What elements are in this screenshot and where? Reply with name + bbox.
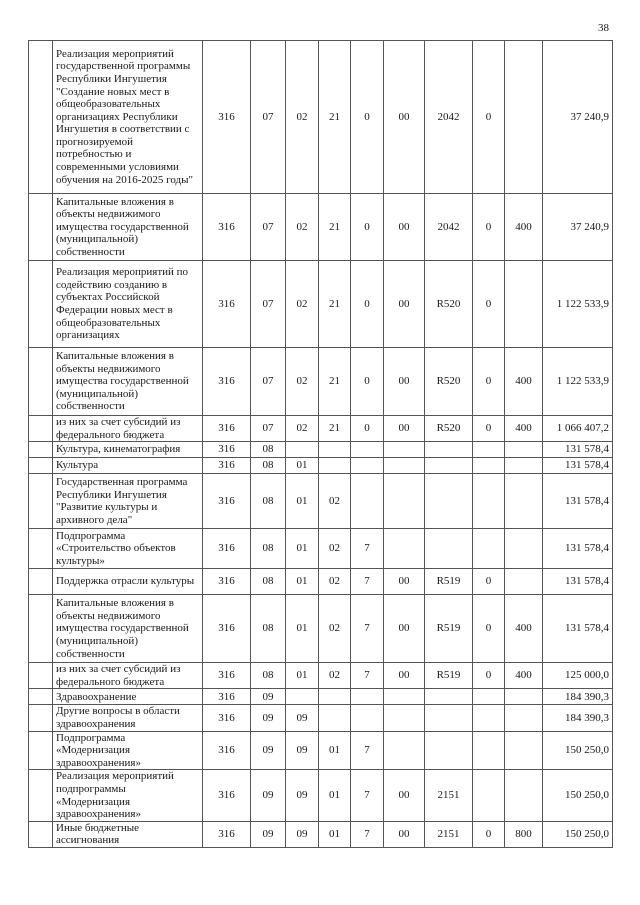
row-code-c4: 02: [319, 529, 351, 569]
row-code-c1: 316: [203, 705, 251, 731]
row-name: Капитальные вложения в объекты недвижимого имущества государственной (муниципальной) собственности: [53, 194, 203, 261]
row-code-c8: 0: [473, 595, 505, 663]
row-code-c2: 08: [251, 442, 286, 458]
row-margin-cell: [29, 41, 53, 194]
row-code-c3: 01: [286, 569, 319, 595]
row-code-c4: [319, 689, 351, 705]
row-code-c5: 0: [351, 261, 384, 348]
row-code-c2: 08: [251, 663, 286, 689]
row-code-c3: 02: [286, 261, 319, 348]
row-code-c7: [425, 529, 473, 569]
table-row: [29, 348, 613, 416]
row-amount: 131 578,4: [543, 442, 613, 458]
row-code-c6: [384, 705, 425, 731]
row-code-c4: 21: [319, 416, 351, 442]
row-margin-cell: [29, 458, 53, 474]
row-code-c1: 316: [203, 261, 251, 348]
row-code-c7: [425, 474, 473, 529]
row-code-c2: 09: [251, 705, 286, 731]
row-amount: 131 578,4: [543, 529, 613, 569]
row-amount: 150 250,0: [543, 770, 613, 821]
table-row: [29, 569, 613, 595]
row-code-c8: [473, 442, 505, 458]
row-code-c4: [319, 458, 351, 474]
row-code-c6: 00: [384, 194, 425, 261]
row-code-c9: [505, 458, 543, 474]
row-code-c9: [505, 442, 543, 458]
row-code-c8: 0: [473, 416, 505, 442]
row-code-c4: 21: [319, 194, 351, 261]
row-code-c6: 00: [384, 595, 425, 663]
row-name: Поддержка отрасли культуры: [53, 569, 203, 595]
row-code-c6: 00: [384, 41, 425, 194]
row-code-c1: 316: [203, 442, 251, 458]
table-row: [29, 770, 613, 821]
row-code-c2: 09: [251, 821, 286, 847]
row-amount: 131 578,4: [543, 595, 613, 663]
row-code-c7: 2042: [425, 41, 473, 194]
row-code-c6: 00: [384, 416, 425, 442]
row-code-c6: [384, 458, 425, 474]
row-code-c7: R519: [425, 595, 473, 663]
row-name: Капитальные вложения в объекты недвижимого имущества государственной (муниципальной) собственности: [53, 595, 203, 663]
row-code-c9: [505, 569, 543, 595]
row-code-c8: [473, 458, 505, 474]
row-code-c5: [351, 689, 384, 705]
row-name: Реализация мероприятий по содействию созданию в субъектах Российской Федерации новых мест в общеобразовательных организациях: [53, 261, 203, 348]
row-name: Другие вопросы в области здравоохранения: [53, 705, 203, 731]
row-code-c3: 01: [286, 663, 319, 689]
row-code-c5: [351, 474, 384, 529]
row-code-c7: R519: [425, 663, 473, 689]
row-code-c1: 316: [203, 731, 251, 770]
row-code-c9: [505, 689, 543, 705]
row-code-c7: [425, 458, 473, 474]
budget-table: [28, 40, 613, 848]
row-amount: 131 578,4: [543, 474, 613, 529]
table-row: [29, 416, 613, 442]
row-code-c2: 09: [251, 731, 286, 770]
row-code-c6: 00: [384, 770, 425, 821]
row-code-c4: 01: [319, 770, 351, 821]
row-code-c1: 316: [203, 770, 251, 821]
row-code-c5: [351, 458, 384, 474]
row-code-c8: 0: [473, 194, 505, 261]
row-name: Реализация мероприятий подпрограммы «Модернизация здравоохранения»: [53, 770, 203, 821]
row-code-c5: 0: [351, 416, 384, 442]
row-code-c4: 01: [319, 821, 351, 847]
row-code-c3: [286, 442, 319, 458]
row-code-c9: [505, 529, 543, 569]
row-code-c9: 400: [505, 595, 543, 663]
row-code-c1: 316: [203, 689, 251, 705]
row-code-c3: 09: [286, 770, 319, 821]
row-code-c5: 0: [351, 194, 384, 261]
row-code-c1: 316: [203, 194, 251, 261]
row-code-c7: R520: [425, 348, 473, 416]
row-code-c6: 00: [384, 663, 425, 689]
row-code-c2: 07: [251, 41, 286, 194]
table-row: [29, 595, 613, 663]
row-code-c9: [505, 770, 543, 821]
row-amount: 37 240,9: [543, 194, 613, 261]
row-code-c1: 316: [203, 821, 251, 847]
table-row: [29, 41, 613, 194]
row-code-c4: 02: [319, 663, 351, 689]
row-name: Реализация мероприятий государственной программы Республики Ингушетия "Создание новых мест в общеобразовательных организациях Республики Ингушетия в соответствии с прогнозируемой потребностью и современными условиями обучения на 2016-2025 годы": [53, 41, 203, 194]
row-code-c8: [473, 705, 505, 731]
row-code-c4: 01: [319, 731, 351, 770]
row-code-c2: 08: [251, 529, 286, 569]
row-amount: 131 578,4: [543, 458, 613, 474]
row-code-c5: 7: [351, 595, 384, 663]
row-code-c6: [384, 689, 425, 705]
row-code-c9: [505, 474, 543, 529]
row-code-c3: [286, 689, 319, 705]
row-name: Государственная программа Республики Ингушетия "Развитие культуры и архивного дела": [53, 474, 203, 529]
row-code-c1: 316: [203, 569, 251, 595]
row-margin-cell: [29, 663, 53, 689]
row-code-c4: [319, 442, 351, 458]
row-code-c2: 07: [251, 194, 286, 261]
row-amount: 1 122 533,9: [543, 261, 613, 348]
page-number: 38: [598, 22, 609, 34]
row-name: Культура, кинематография: [53, 442, 203, 458]
row-code-c9: 400: [505, 348, 543, 416]
row-amount: 1 122 533,9: [543, 348, 613, 416]
row-code-c3: 09: [286, 821, 319, 847]
row-code-c2: 08: [251, 595, 286, 663]
row-code-c2: 09: [251, 689, 286, 705]
row-code-c8: 0: [473, 821, 505, 847]
row-code-c5: [351, 705, 384, 731]
row-code-c3: 02: [286, 416, 319, 442]
row-code-c4: 21: [319, 261, 351, 348]
row-name: Культура: [53, 458, 203, 474]
table-row: [29, 663, 613, 689]
row-code-c8: [473, 731, 505, 770]
row-code-c5: 7: [351, 821, 384, 847]
row-code-c2: 07: [251, 348, 286, 416]
table-row: [29, 705, 613, 731]
row-code-c1: 316: [203, 529, 251, 569]
row-code-c4: 02: [319, 474, 351, 529]
row-code-c9: [505, 261, 543, 348]
row-amount: 1 066 407,2: [543, 416, 613, 442]
row-code-c7: 2042: [425, 194, 473, 261]
row-code-c6: 00: [384, 348, 425, 416]
row-code-c3: 01: [286, 474, 319, 529]
row-code-c3: 01: [286, 458, 319, 474]
row-code-c7: R520: [425, 416, 473, 442]
row-margin-cell: [29, 595, 53, 663]
row-code-c9: [505, 41, 543, 194]
row-code-c5: 7: [351, 731, 384, 770]
row-name: Иные бюджетные ассигнования: [53, 821, 203, 847]
row-margin-cell: [29, 705, 53, 731]
row-code-c8: [473, 770, 505, 821]
row-code-c2: 09: [251, 770, 286, 821]
row-margin-cell: [29, 474, 53, 529]
row-code-c5: 7: [351, 770, 384, 821]
row-code-c7: [425, 731, 473, 770]
row-code-c2: 08: [251, 474, 286, 529]
row-code-c1: 316: [203, 41, 251, 194]
row-code-c7: R519: [425, 569, 473, 595]
row-code-c9: 400: [505, 663, 543, 689]
row-code-c9: [505, 705, 543, 731]
table-row: [29, 474, 613, 529]
row-amount: 125 000,0: [543, 663, 613, 689]
row-code-c6: [384, 731, 425, 770]
row-margin-cell: [29, 442, 53, 458]
row-margin-cell: [29, 770, 53, 821]
row-code-c6: 00: [384, 569, 425, 595]
row-code-c8: 0: [473, 348, 505, 416]
row-margin-cell: [29, 821, 53, 847]
row-amount: 37 240,9: [543, 41, 613, 194]
table-row: [29, 689, 613, 705]
row-margin-cell: [29, 529, 53, 569]
row-code-c2: 07: [251, 416, 286, 442]
row-code-c2: 08: [251, 458, 286, 474]
row-code-c9: 400: [505, 416, 543, 442]
row-code-c7: [425, 442, 473, 458]
row-code-c3: 02: [286, 41, 319, 194]
row-amount: 150 250,0: [543, 821, 613, 847]
row-amount: 131 578,4: [543, 569, 613, 595]
row-code-c9: [505, 731, 543, 770]
row-code-c8: [473, 474, 505, 529]
row-code-c4: 21: [319, 41, 351, 194]
row-code-c3: 01: [286, 529, 319, 569]
row-amount: 184 390,3: [543, 689, 613, 705]
row-code-c7: [425, 689, 473, 705]
row-code-c8: 0: [473, 569, 505, 595]
row-code-c1: 316: [203, 663, 251, 689]
row-code-c3: 01: [286, 595, 319, 663]
row-code-c5: 0: [351, 41, 384, 194]
row-code-c8: 0: [473, 663, 505, 689]
row-code-c2: 08: [251, 569, 286, 595]
row-code-c6: 00: [384, 821, 425, 847]
row-code-c3: 09: [286, 705, 319, 731]
row-code-c7: [425, 705, 473, 731]
table-row: [29, 821, 613, 847]
row-code-c4: 02: [319, 595, 351, 663]
row-code-c8: 0: [473, 261, 505, 348]
row-margin-cell: [29, 348, 53, 416]
row-code-c7: 2151: [425, 770, 473, 821]
row-code-c3: 09: [286, 731, 319, 770]
row-code-c1: 316: [203, 474, 251, 529]
row-code-c8: [473, 689, 505, 705]
row-amount: 184 390,3: [543, 705, 613, 731]
table-row: [29, 261, 613, 348]
table-row: [29, 442, 613, 458]
row-margin-cell: [29, 731, 53, 770]
row-code-c6: [384, 529, 425, 569]
row-code-c3: 02: [286, 194, 319, 261]
row-margin-cell: [29, 416, 53, 442]
row-name: Подпрограмма «Строительство объектов культуры»: [53, 529, 203, 569]
row-code-c9: 400: [505, 194, 543, 261]
row-code-c9: 800: [505, 821, 543, 847]
row-code-c8: 0: [473, 41, 505, 194]
row-code-c5: 7: [351, 663, 384, 689]
row-code-c7: R520: [425, 261, 473, 348]
table-row: [29, 731, 613, 770]
table-row: [29, 458, 613, 474]
row-name: Здравоохранение: [53, 689, 203, 705]
row-code-c5: [351, 442, 384, 458]
row-code-c6: [384, 442, 425, 458]
row-code-c5: 7: [351, 569, 384, 595]
row-code-c1: 316: [203, 595, 251, 663]
row-margin-cell: [29, 261, 53, 348]
row-code-c8: [473, 529, 505, 569]
row-margin-cell: [29, 689, 53, 705]
row-name: Подпрограмма «Модернизация здравоохранения»: [53, 731, 203, 770]
row-code-c7: 2151: [425, 821, 473, 847]
row-code-c2: 07: [251, 261, 286, 348]
row-code-c6: 00: [384, 261, 425, 348]
table-row: [29, 529, 613, 569]
row-code-c4: 21: [319, 348, 351, 416]
row-code-c3: 02: [286, 348, 319, 416]
row-code-c1: 316: [203, 348, 251, 416]
row-margin-cell: [29, 569, 53, 595]
row-code-c1: 316: [203, 416, 251, 442]
row-amount: 150 250,0: [543, 731, 613, 770]
row-code-c1: 316: [203, 458, 251, 474]
row-code-c5: 7: [351, 529, 384, 569]
row-code-c5: 0: [351, 348, 384, 416]
row-code-c6: [384, 474, 425, 529]
table-row: [29, 194, 613, 261]
row-name: Капитальные вложения в объекты недвижимого имущества государственной (муниципальной) собственности: [53, 348, 203, 416]
row-margin-cell: [29, 194, 53, 261]
row-code-c4: [319, 705, 351, 731]
row-name: из них за счет субсидий из федерального бюджета: [53, 663, 203, 689]
row-code-c4: 02: [319, 569, 351, 595]
row-name: из них за счет субсидий из федерального бюджета: [53, 416, 203, 442]
